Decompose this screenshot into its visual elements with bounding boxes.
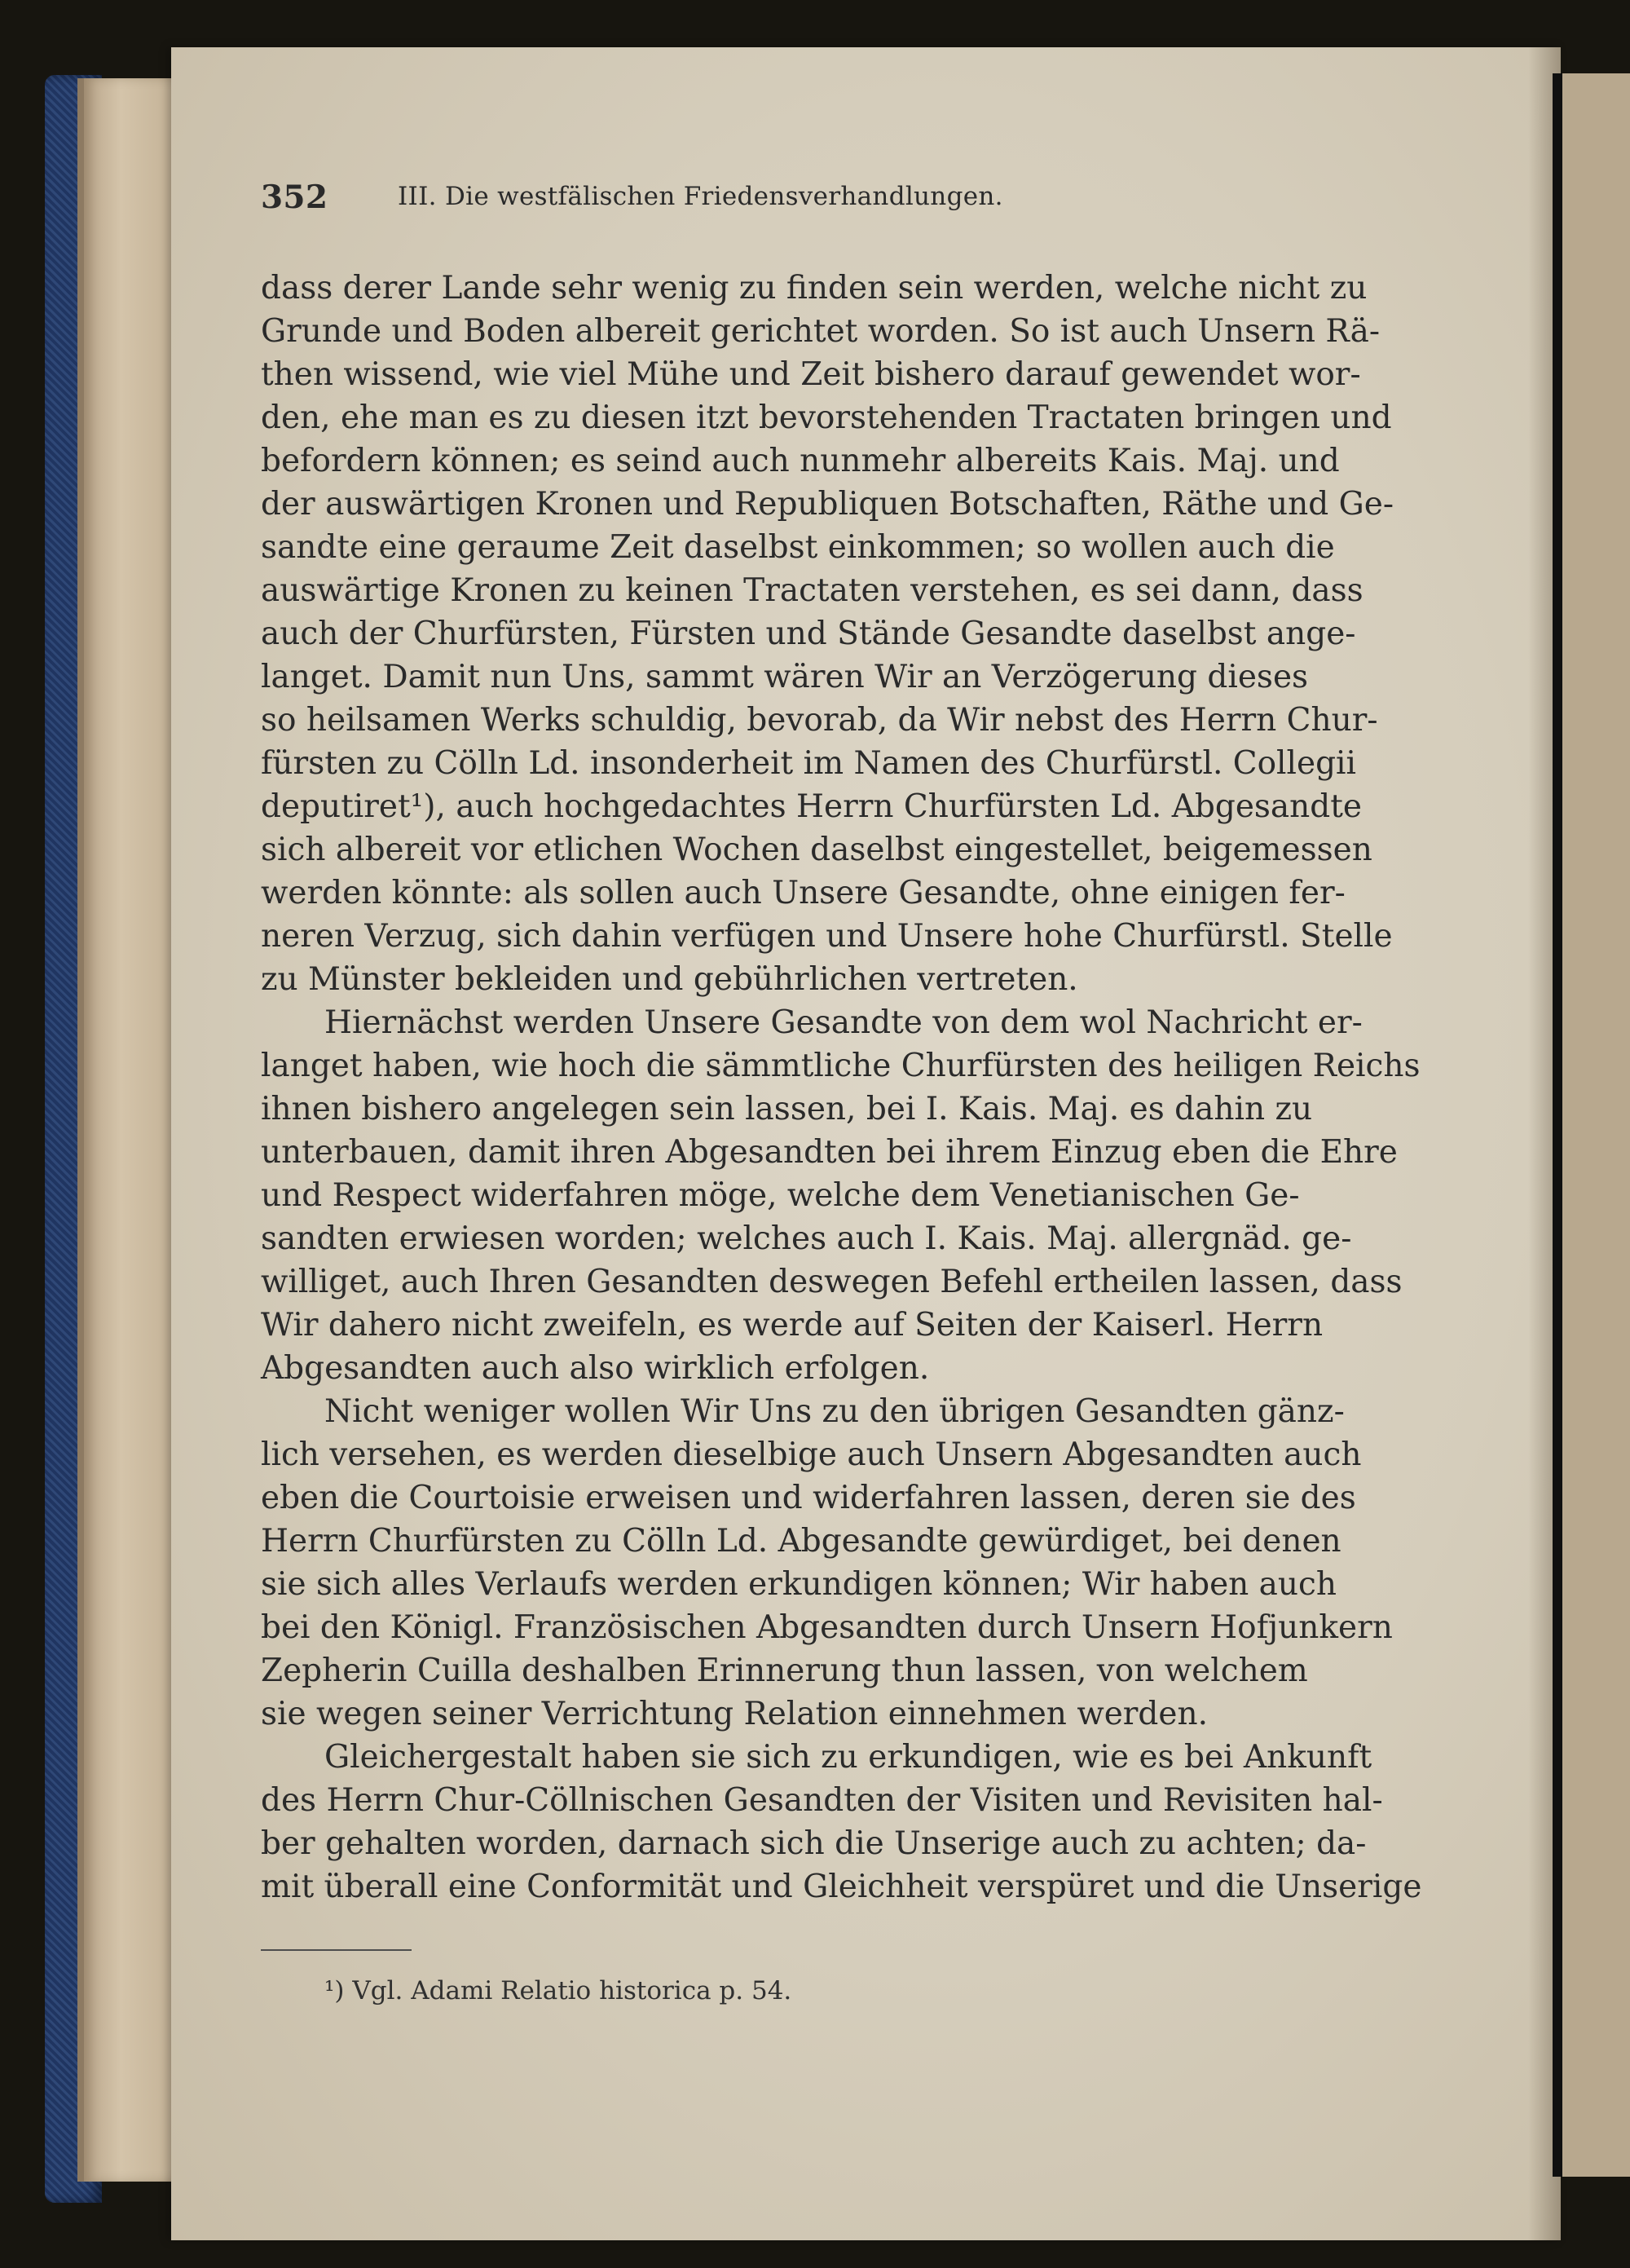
running-header xyxy=(261,179,1459,226)
text-line: sandte eine geraume Zeit daselbst einkommen; so wollen auch die xyxy=(261,529,1335,566)
page-text-block xyxy=(261,179,1459,2008)
footnote-divider xyxy=(261,1949,412,1951)
text-line: eben die Courtoisie erweisen und widerfahren lassen, deren sie des xyxy=(261,1480,1356,1516)
text-line: zu Münster bekleiden und gebührlichen vertreten. xyxy=(261,961,1078,998)
text-line: unterbauen, damit ihren Abgesandten bei ihrem Einzug eben die Ehre xyxy=(261,1134,1398,1171)
body-text xyxy=(261,267,1459,1908)
running-title: III. Die westfälischen Friedensverhandlungen. xyxy=(398,182,1003,211)
facing-page-edge xyxy=(1553,73,1630,2177)
text-line: langet haben, wie hoch die sämmtliche Churfürsten des heiligen Reichs xyxy=(261,1048,1421,1084)
text-line: then wissend, wie viel Mühe und Zeit bishero darauf gewendet wor- xyxy=(261,356,1361,393)
text-line: Hiernächst werden Unsere Gesandte von dem wol Nachricht er- xyxy=(324,1004,1363,1041)
text-line: mit überall eine Conformität und Gleichheit verspüret und die Unserige xyxy=(261,1869,1422,1905)
paragraph-4 xyxy=(261,1736,1459,1908)
text-line: befordern können; es seind auch nunmehr albereits Kais. Maj. und xyxy=(261,443,1340,479)
text-line: Zepherin Cuilla deshalben Erinnerung thun lassen, von welchem xyxy=(261,1652,1308,1689)
text-line: sie sich alles Verlaufs werden erkundigen können; Wir haben auch xyxy=(261,1566,1337,1603)
paragraph-1 xyxy=(261,267,1459,1001)
text-line: Wir dahero nicht zweifeln, es werde auf Seiten der Kaiserl. Herrn xyxy=(261,1307,1324,1344)
text-line: Nicht weniger wollen Wir Uns zu den übrigen Gesandten gänz- xyxy=(324,1393,1345,1430)
text-line: und Respect widerfahren möge, welche dem Venetianischen Ge- xyxy=(261,1177,1300,1214)
text-line: Abgesandten auch also wirklich erfolgen. xyxy=(261,1350,930,1387)
text-line: den, ehe man es zu diesen itzt bevorstehenden Tractaten bringen und xyxy=(261,399,1392,436)
text-line: des Herrn Chur-Cöllnischen Gesandten der Visiten und Revisiten hal- xyxy=(261,1782,1383,1819)
text-line: so heilsamen Werks schuldig, bevorab, da Wir nebst des Herrn Chur- xyxy=(261,702,1378,739)
text-line: bei den Königl. Französischen Abgesandten durch Unsern Hofjunkern xyxy=(261,1609,1393,1646)
text-line: dass derer Lande sehr wenig zu finden sein werden, welche nicht zu xyxy=(261,270,1368,307)
text-line: ber gehalten worden, darnach sich die Unserige auch zu achten; da- xyxy=(261,1825,1367,1862)
paragraph-2 xyxy=(261,1001,1459,1390)
text-line: sich albereit vor etlichen Wochen daselbst eingestellet, beigemessen xyxy=(261,832,1372,868)
text-line: langet. Damit nun Uns, sammt wären Wir an Verzögerung dieses xyxy=(261,659,1309,695)
text-line: neren Verzug, sich dahin verfügen und Unsere hohe Churfürstl. Stelle xyxy=(261,918,1393,955)
text-line: auswärtige Kronen zu keinen Tractaten verstehen, es sei dann, dass xyxy=(261,572,1363,609)
text-line: ihnen bishero angelegen sein lassen, bei I. Kais. Maj. es dahin zu xyxy=(261,1091,1313,1127)
text-line: der auswärtigen Kronen und Republiquen Botschaften, Räthe und Ge- xyxy=(261,486,1394,523)
page-number: 352 xyxy=(261,179,328,216)
text-line: williget, auch Ihren Gesandten deswegen Befehl ertheilen lassen, dass xyxy=(261,1264,1403,1300)
text-line: sandten erwiesen worden; welches auch I. Kais. Maj. allergnäd. ge- xyxy=(261,1220,1352,1257)
footnote: ¹) Vgl. Adami Relatio historica p. 54. xyxy=(324,1976,792,2005)
paragraph-3 xyxy=(261,1390,1459,1736)
text-line: lich versehen, es werden dieselbige auch Unsern Abgesandten auch xyxy=(261,1436,1362,1473)
text-line: deputiret¹), auch hochgedachtes Herrn Churfürsten Ld. Abgesandte xyxy=(261,788,1363,825)
text-line: sie wegen seiner Verrichtung Relation einnehmen werden. xyxy=(261,1696,1208,1732)
text-line: Herrn Churfürsten zu Cölln Ld. Abgesandte gewürdiget, bei denen xyxy=(261,1523,1341,1560)
text-line: Grunde und Boden albereit gerichtet worden. So ist auch Unsern Rä- xyxy=(261,313,1381,350)
text-line: auch der Churfürsten, Fürsten und Stände Gesandte daselbst ange- xyxy=(261,616,1356,652)
text-line: fürsten zu Cölln Ld. insonderheit im Namen des Churfürstl. Collegii xyxy=(261,745,1356,782)
text-line: werden könnte: als sollen auch Unsere Gesandte, ohne einigen fer- xyxy=(261,875,1346,911)
text-line: Gleichergestalt haben sie sich zu erkundigen, wie es bei Ankunft xyxy=(324,1739,1372,1776)
